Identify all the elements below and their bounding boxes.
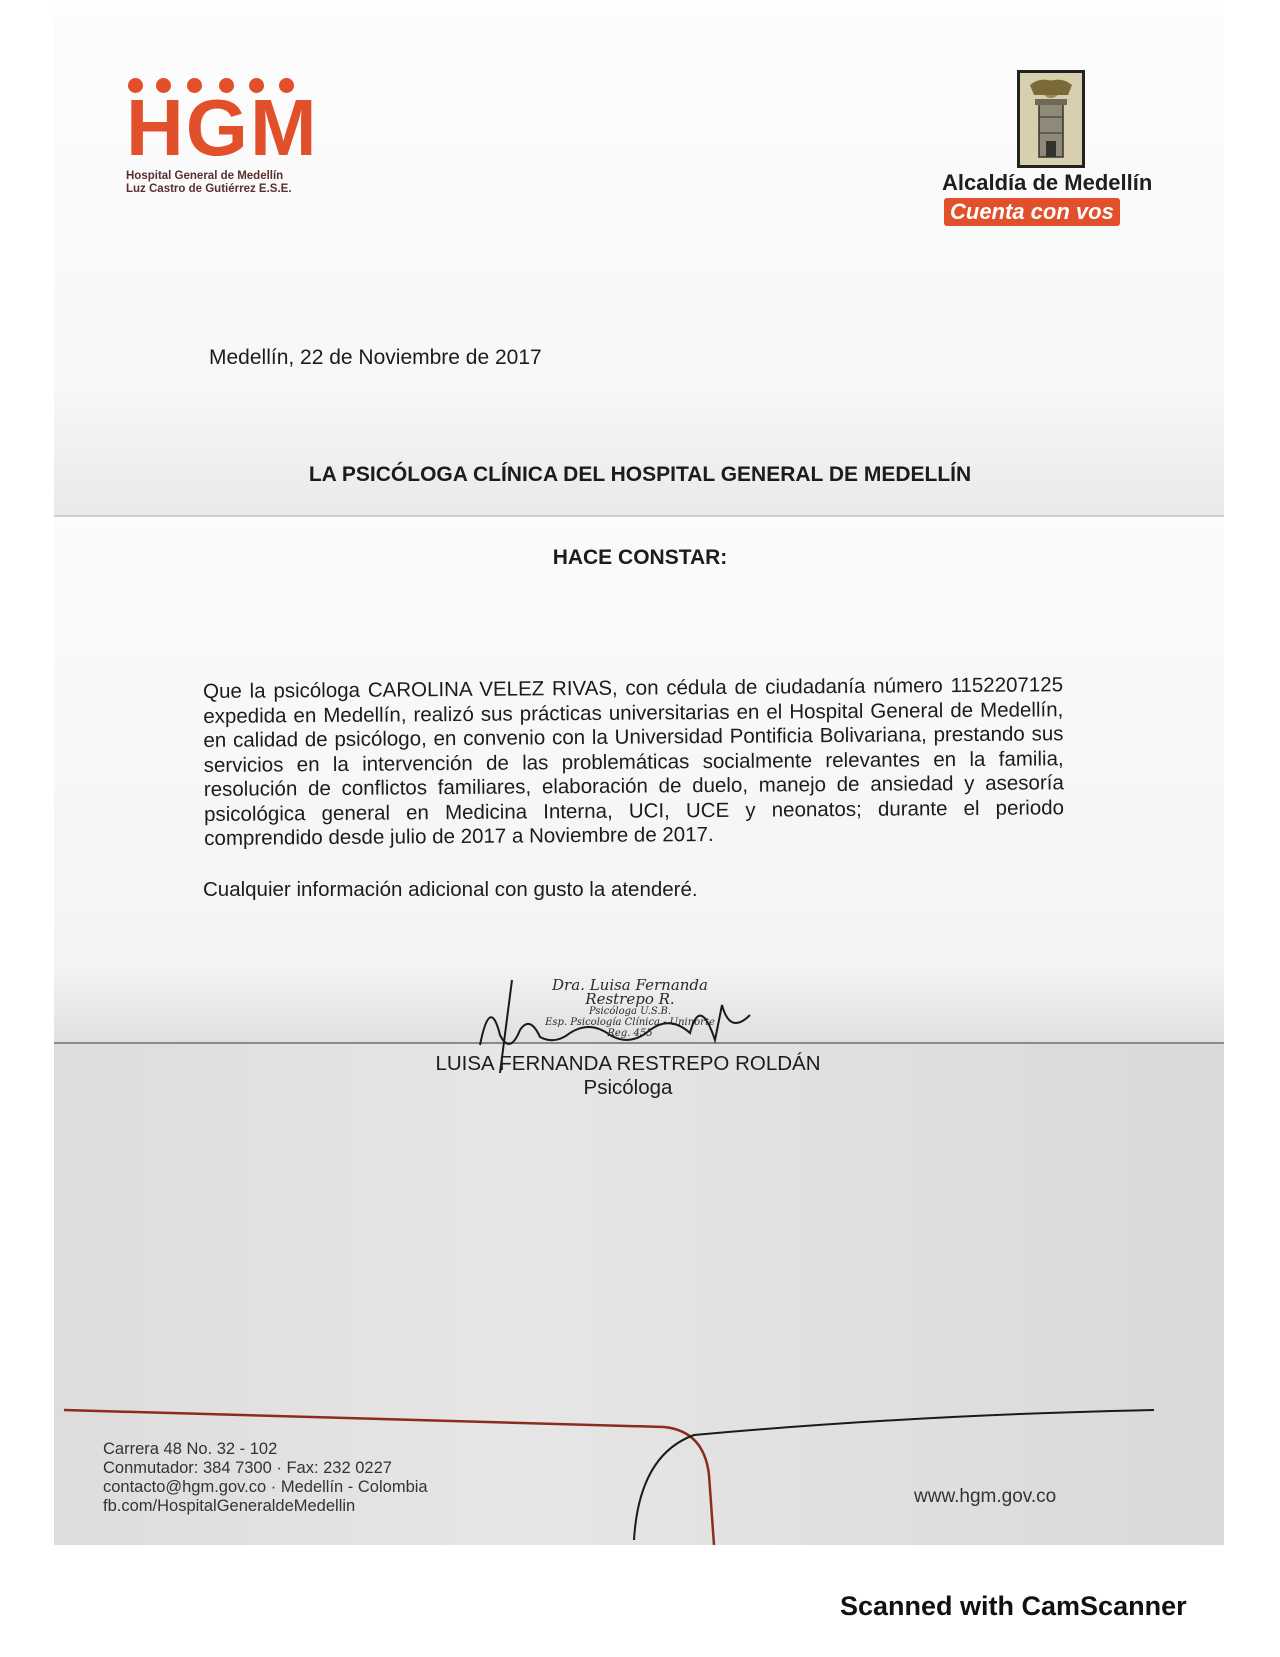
- footer-email: contacto@hgm.gov.co · Medellín - Colombia: [103, 1478, 428, 1496]
- letter-date: Medellín, 22 de Noviembre de 2017: [209, 346, 542, 369]
- letter-closing: Cualquier información adicional con gusto la atenderé.: [203, 878, 698, 901]
- camscanner-watermark: Scanned with CamScanner: [840, 1591, 1187, 1621]
- signer-role: Psicóloga: [583, 1076, 673, 1099]
- signer-name: LUISA FERNANDA RESTREPO ROLDÁN: [435, 1052, 821, 1075]
- hgm-logo-subtitle: [126, 170, 292, 196]
- stamp-line: Reg. 455: [607, 1028, 653, 1039]
- stamp-line: Esp. Psicología Clínica - Uninorte: [545, 1017, 715, 1028]
- stamp-line: Psicóloga U.S.B.: [588, 1006, 672, 1017]
- coat-of-arms-icon: [1017, 70, 1085, 168]
- footer-contact: [103, 1440, 428, 1516]
- footer-phones: Conmutador: 384 7300 · Fax: 232 0227: [103, 1459, 392, 1477]
- hgm-subtitle-line2: Luz Castro de Gutiérrez E.S.E.: [126, 183, 292, 195]
- letter-title: LA PSICÓLOGA CLÍNICA DEL HOSPITAL GENERAL DE MEDELLÍN: [308, 463, 972, 486]
- alcaldia-slogan: Cuenta con vos: [944, 198, 1120, 226]
- hgm-logo: [126, 78, 326, 193]
- letter-subtitle: HACE CONSTAR:: [552, 546, 728, 569]
- hgm-logo-letters: HGM: [126, 83, 319, 172]
- letter-body: Que la psicóloga CAROLINA VELEZ RIVAS, con cédula de ciudadanía número 1152207125 expedida en Medellín, realizó sus prácticas universitarias en el Hospital General de Medellín, en calidad de psicólogo, en convenio con la Universidad Pontificia Bolivariana, prestando sus servicios en la intervención de las problemáticas socialmente relevantes en la familia, resolución de conflictos familiares, elaboración de duelo, manejo de ansiedad y asesoría psicológica general en Medicina Interna, UCI, UCE y neonatos; durante el periodo comprendido desde julio de 2017 a Noviembre de 2017.: [203, 673, 1065, 850]
- footer-facebook: fb.com/HospitalGeneraldeMedellin: [103, 1497, 356, 1515]
- hgm-subtitle-line1: Hospital General de Medellín: [126, 170, 284, 182]
- alcaldia-name: Alcaldía de Medellín: [942, 170, 1153, 195]
- coat-of-arms-drawing: [1020, 73, 1082, 165]
- alcaldia-logo: [942, 70, 1162, 230]
- footer-address: Carrera 48 No. 32 - 102: [103, 1440, 278, 1458]
- footer-website: www.hgm.gov.co: [914, 1486, 1057, 1507]
- stamp-name: Dra. Luisa Fernanda Restrepo R.: [552, 976, 708, 1008]
